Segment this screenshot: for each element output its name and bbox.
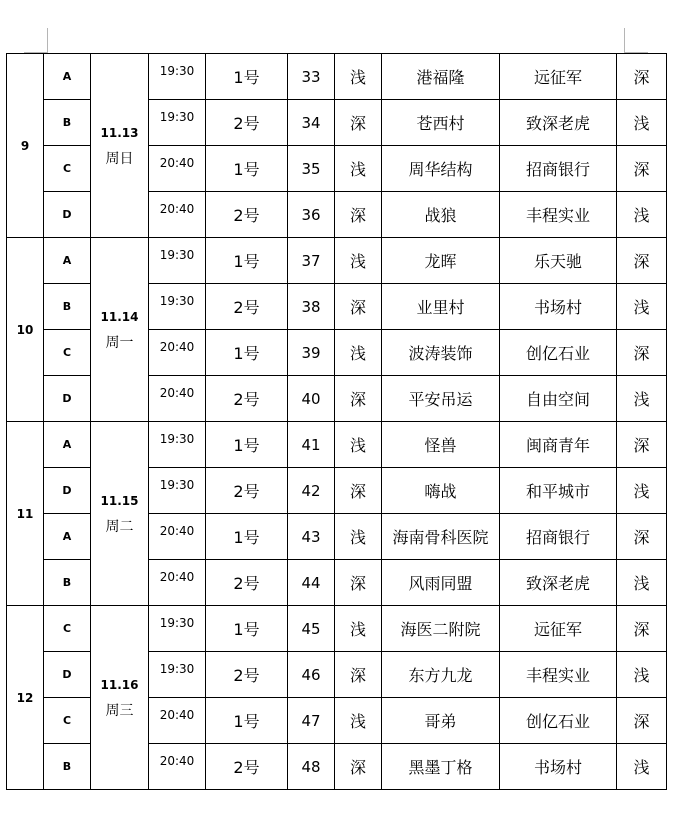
away-jersey-color: 深 [617, 606, 667, 652]
kickoff-time: 20:40 [149, 330, 206, 376]
kickoff-time: 20:40 [149, 376, 206, 422]
court-cell: 1号 [206, 54, 288, 100]
away-jersey-color: 深 [617, 514, 667, 560]
away-jersey-color: 浅 [617, 468, 667, 514]
match-number: 36 [288, 192, 335, 238]
group-cell: B [44, 744, 91, 790]
date-cell [91, 422, 149, 606]
match-number: 38 [288, 284, 335, 330]
away-jersey-color: 浅 [617, 192, 667, 238]
match-number: 44 [288, 560, 335, 606]
group-cell: D [44, 376, 91, 422]
round-number: 11 [7, 422, 44, 606]
group-cell: D [44, 192, 91, 238]
round-number: 9 [7, 54, 44, 238]
home-jersey-color: 浅 [335, 54, 382, 100]
round-number: 12 [7, 606, 44, 790]
table-row [7, 422, 667, 468]
group-cell: B [44, 284, 91, 330]
court-cell: 2号 [206, 192, 288, 238]
home-jersey-color: 浅 [335, 698, 382, 744]
away-team: 创亿石业 [500, 698, 617, 744]
away-team: 致深老虎 [500, 560, 617, 606]
kickoff-time: 19:30 [149, 422, 206, 468]
home-jersey-color: 深 [335, 652, 382, 698]
away-team: 书场村 [500, 744, 617, 790]
home-jersey-color: 浅 [335, 330, 382, 376]
crop-mark [624, 28, 625, 52]
away-team: 远征军 [500, 606, 617, 652]
match-date: 11.15 [100, 493, 139, 508]
round-number: 10 [7, 238, 44, 422]
away-team: 丰程实业 [500, 192, 617, 238]
match-weekday: 周日 [105, 150, 134, 167]
match-number: 43 [288, 514, 335, 560]
schedule-body [7, 54, 667, 790]
away-team: 致深老虎 [500, 100, 617, 146]
match-weekday: 周三 [105, 702, 134, 719]
match-number: 34 [288, 100, 335, 146]
match-schedule-table [6, 53, 667, 790]
away-team: 丰程实业 [500, 652, 617, 698]
group-cell: A [44, 54, 91, 100]
date-cell [91, 54, 149, 238]
match-number: 39 [288, 330, 335, 376]
court-cell: 2号 [206, 560, 288, 606]
match-number: 42 [288, 468, 335, 514]
match-number: 37 [288, 238, 335, 284]
away-jersey-color: 浅 [617, 652, 667, 698]
crop-mark [47, 28, 48, 52]
away-jersey-color: 深 [617, 698, 667, 744]
kickoff-time: 20:40 [149, 698, 206, 744]
home-jersey-color: 浅 [335, 422, 382, 468]
group-cell: C [44, 330, 91, 376]
away-team: 书场村 [500, 284, 617, 330]
match-number: 48 [288, 744, 335, 790]
away-team: 乐天驰 [500, 238, 617, 284]
match-date: 11.16 [100, 677, 139, 692]
home-team: 黑墨丁格 [382, 744, 500, 790]
court-cell: 1号 [206, 606, 288, 652]
kickoff-time: 19:30 [149, 284, 206, 330]
court-cell: 1号 [206, 698, 288, 744]
match-number: 40 [288, 376, 335, 422]
home-team: 怪兽 [382, 422, 500, 468]
group-cell: C [44, 146, 91, 192]
match-number: 41 [288, 422, 335, 468]
away-team: 闽商青年 [500, 422, 617, 468]
home-team: 业里村 [382, 284, 500, 330]
home-team: 嗨战 [382, 468, 500, 514]
table-row [7, 606, 667, 652]
home-jersey-color: 深 [335, 100, 382, 146]
court-cell: 2号 [206, 100, 288, 146]
home-jersey-color: 浅 [335, 146, 382, 192]
group-cell: A [44, 422, 91, 468]
kickoff-time: 19:30 [149, 100, 206, 146]
home-team: 港福隆 [382, 54, 500, 100]
home-team: 波涛装饰 [382, 330, 500, 376]
home-jersey-color: 深 [335, 284, 382, 330]
match-date: 11.13 [100, 125, 139, 140]
kickoff-time: 19:30 [149, 238, 206, 284]
table-row [7, 54, 667, 100]
home-jersey-color: 浅 [335, 606, 382, 652]
court-cell: 2号 [206, 652, 288, 698]
group-cell: B [44, 100, 91, 146]
away-team: 和平城市 [500, 468, 617, 514]
group-cell: D [44, 652, 91, 698]
court-cell: 1号 [206, 422, 288, 468]
court-cell: 2号 [206, 468, 288, 514]
kickoff-time: 19:30 [149, 652, 206, 698]
home-jersey-color: 深 [335, 744, 382, 790]
court-cell: 1号 [206, 238, 288, 284]
kickoff-time: 20:40 [149, 514, 206, 560]
away-jersey-color: 深 [617, 146, 667, 192]
group-cell: C [44, 698, 91, 744]
kickoff-time: 20:40 [149, 146, 206, 192]
group-cell: C [44, 606, 91, 652]
match-number: 45 [288, 606, 335, 652]
away-team: 招商银行 [500, 514, 617, 560]
table-row [7, 238, 667, 284]
court-cell: 2号 [206, 744, 288, 790]
court-cell: 1号 [206, 514, 288, 560]
away-jersey-color: 浅 [617, 284, 667, 330]
group-cell: B [44, 560, 91, 606]
away-jersey-color: 浅 [617, 100, 667, 146]
home-team: 苍西村 [382, 100, 500, 146]
match-weekday: 周一 [105, 334, 134, 351]
match-number: 33 [288, 54, 335, 100]
home-jersey-color: 深 [335, 192, 382, 238]
home-team: 战狼 [382, 192, 500, 238]
kickoff-time: 19:30 [149, 606, 206, 652]
match-number: 46 [288, 652, 335, 698]
home-team: 平安吊运 [382, 376, 500, 422]
kickoff-time: 20:40 [149, 192, 206, 238]
away-jersey-color: 深 [617, 422, 667, 468]
away-jersey-color: 深 [617, 238, 667, 284]
group-cell: A [44, 238, 91, 284]
away-jersey-color: 浅 [617, 376, 667, 422]
home-jersey-color: 深 [335, 468, 382, 514]
home-jersey-color: 浅 [335, 514, 382, 560]
court-cell: 1号 [206, 146, 288, 192]
away-jersey-color: 浅 [617, 560, 667, 606]
home-team: 海医二附院 [382, 606, 500, 652]
away-team: 招商银行 [500, 146, 617, 192]
group-cell: A [44, 514, 91, 560]
match-date: 11.14 [100, 309, 139, 324]
home-jersey-color: 浅 [335, 238, 382, 284]
court-cell: 1号 [206, 330, 288, 376]
home-team: 周华结构 [382, 146, 500, 192]
match-number: 35 [288, 146, 335, 192]
court-cell: 2号 [206, 284, 288, 330]
date-cell [91, 238, 149, 422]
away-team: 自由空间 [500, 376, 617, 422]
court-cell: 2号 [206, 376, 288, 422]
away-team: 远征军 [500, 54, 617, 100]
home-team: 哥弟 [382, 698, 500, 744]
kickoff-time: 19:30 [149, 54, 206, 100]
home-team: 龙晖 [382, 238, 500, 284]
kickoff-time: 20:40 [149, 744, 206, 790]
kickoff-time: 19:30 [149, 468, 206, 514]
away-team: 创亿石业 [500, 330, 617, 376]
home-team: 东方九龙 [382, 652, 500, 698]
home-jersey-color: 深 [335, 376, 382, 422]
away-jersey-color: 深 [617, 330, 667, 376]
date-cell [91, 606, 149, 790]
match-weekday: 周二 [105, 518, 134, 535]
match-number: 47 [288, 698, 335, 744]
group-cell: D [44, 468, 91, 514]
away-jersey-color: 深 [617, 54, 667, 100]
home-team: 风雨同盟 [382, 560, 500, 606]
away-jersey-color: 浅 [617, 744, 667, 790]
home-team: 海南骨科医院 [382, 514, 500, 560]
home-jersey-color: 深 [335, 560, 382, 606]
kickoff-time: 20:40 [149, 560, 206, 606]
